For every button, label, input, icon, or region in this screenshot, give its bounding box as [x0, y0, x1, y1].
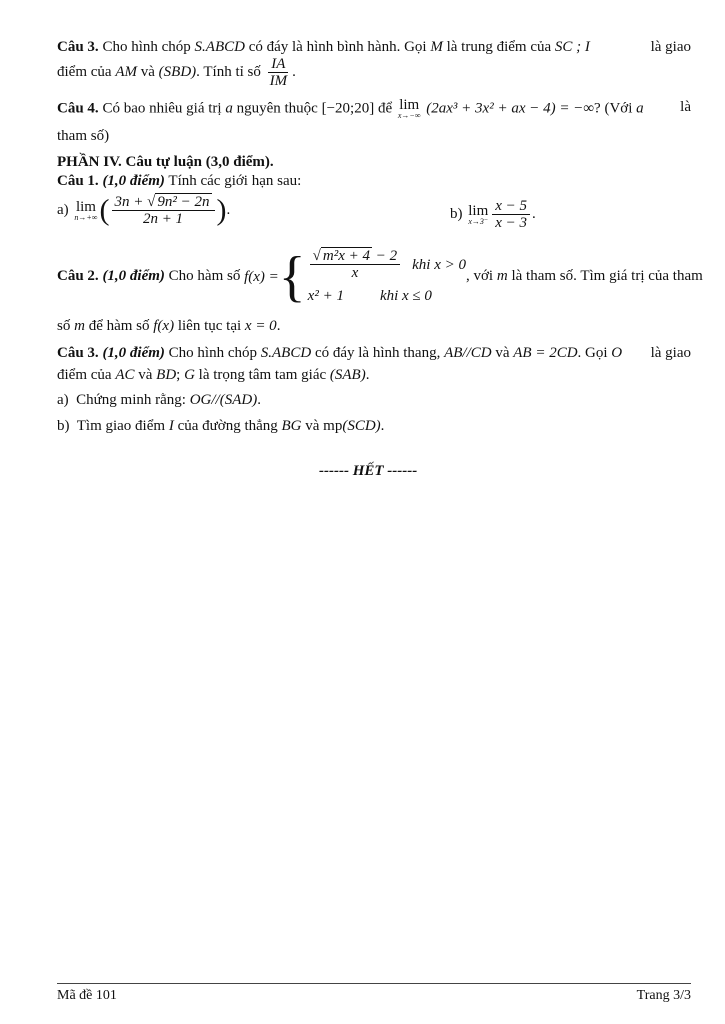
- c2-label: Câu 2.: [57, 267, 99, 284]
- c1a-fraction: $\frac{\text{3n + √ 9n² − 2n}}{2n + 1}$: [112, 194, 215, 227]
- c1-part-b: b) lim x→3⁻ $\frac{x - 5}{x - 3}$ .: [450, 198, 536, 231]
- exam-code: Mã đề 101: [57, 988, 117, 1003]
- q4-label: Câu 4.: [57, 100, 99, 117]
- exam-page: [57, 0, 703, 1024]
- q4-line2: tham số): [57, 128, 110, 144]
- c1b-fraction: $\frac{x - 5}{x - 3}$: [492, 198, 530, 231]
- c2-line1: Câu 2. (1,0 điểm) Cho hàm số f(x) = { $\frac{\text{√ m²x + 4 − 2}}{x}$ khi x > 0 x² + 1 khi x ≤ 0 , với m là tham số. Tìm giá trị của tham: [57, 245, 703, 308]
- c3-label: Câu 3.: [57, 345, 99, 361]
- c2-line2: số m để hàm số f(x) liên tục tại x = 0.: [57, 318, 281, 334]
- c3-part-b: b) Tìm giao điểm I của đường thẳng BG và mp(SCD).: [57, 418, 385, 434]
- q3-label: Câu 3.: [57, 39, 99, 55]
- piecewise-function: f(x) = { $\frac{\text{√ m²x + 4 − 2}}{x}$ khi x > 0 x² + 1 khi x ≤ 0: [244, 245, 466, 308]
- q4-line1: Câu 4. Có bao nhiêu giá trị a nguyên thuộc [−20;20] để lim x→−∞ (2ax³ + 3x² + ax − 4) = −∞? (Với a là: [57, 97, 691, 120]
- c3-line1: Câu 3. (1,0 điểm) Cho hình chóp S.ABCD có đáy là hình thang, AB//CD và AB = 2CD. Gọi O là giao: [57, 345, 691, 361]
- c1-label: Câu 1.: [57, 173, 99, 189]
- c1b-limit: lim x→3⁻: [468, 202, 489, 226]
- q3-line1: Câu 3. Cho hình chóp S.ABCD có đáy là hình bình hành. Gọi M là trung điểm của SC ; I là giao: [57, 39, 691, 55]
- q4-limit: lim x→−∞: [397, 97, 421, 120]
- q3-line2: điểm của AM và (SBD). Tính tỉ số $\frac{IA}{IM}$ .: [57, 56, 296, 89]
- c1-intro: Câu 1. (1,0 điểm) Tính các giới hạn sau:: [57, 173, 302, 189]
- page-footer: [57, 983, 691, 1004]
- c3-line2: điểm của AC và BD; G là trọng tâm tam giác (SAB).: [57, 367, 370, 383]
- c3-part-a: a) Chứng minh rằng: OG//(SAD).: [57, 392, 261, 408]
- page-number: Trang 3/3: [636, 988, 691, 1003]
- part4-title: PHẦN IV. Câu tự luận (3,0 điểm).: [57, 154, 274, 170]
- c1a-limit: lim n→+∞: [74, 198, 98, 222]
- end-mark: ------ HẾT ------: [319, 463, 418, 479]
- c1-part-a: a) lim n→+∞ ( $\frac{\text{3n + √ 9n² − 2n}}{2n + 1}$ ).: [57, 193, 231, 227]
- ratio-fraction: $\frac{IA}{IM}$: [269, 56, 288, 89]
